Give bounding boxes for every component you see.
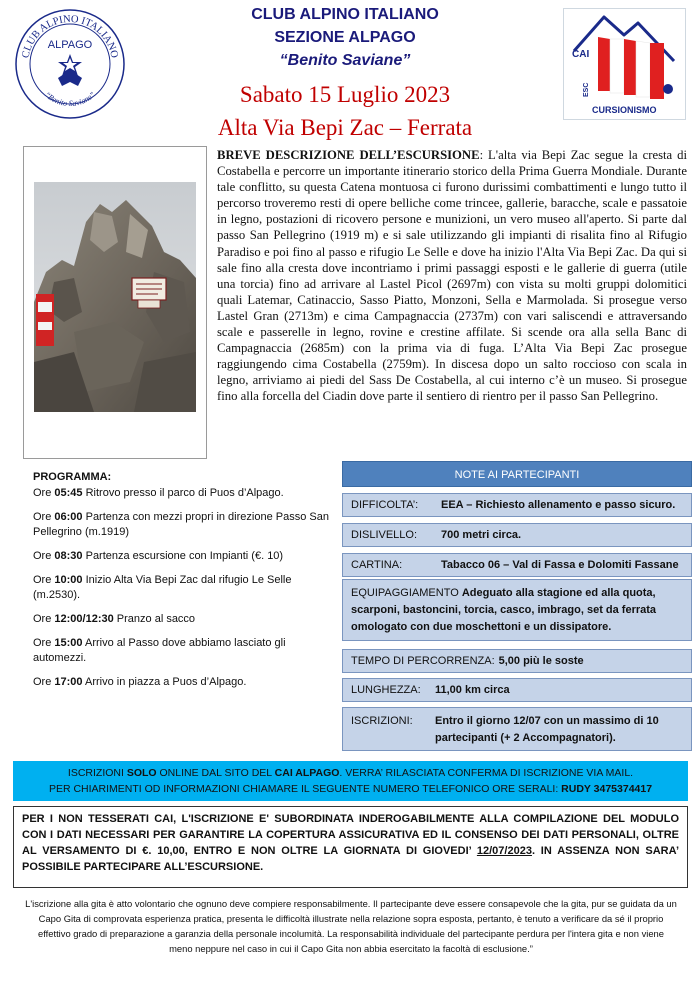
length-value: 11,00 km circa: [435, 684, 510, 696]
registration-label: ISCRIZIONI:: [351, 715, 413, 727]
cai-alpago-logo: [14, 8, 126, 120]
banner-line-2: PER CHIARIMENTI OD INFORMAZIONI CHIAMARE IL SEGUENTE NUMERO TELEFONICO ORE SERALI: RUDY 3475374417: [48, 783, 653, 795]
program-item: Ore 08:30 Partenza escursione con Impianti (€. 10): [33, 550, 284, 562]
event-title: Alta Via Bepi Zac – Ferrata: [217, 115, 473, 140]
excursion-description: [217, 147, 687, 405]
notes-header: NOTE AI PARTECIPANTI: [342, 461, 692, 487]
difficulty-value: EEA – Richiesto allenamento e passo sicuro.: [441, 499, 676, 511]
program-time: 12:00/12:30: [54, 613, 114, 625]
description-text: : L'alta via Bepi Zac segue la cresta di Costabella e percorre un importante itinerario storico della Prima Guerra Mondiale. Durante tale conflitto, su questa Catena montuosa ci furono durissimi combattimenti e lungo tutto il percorso troveremo resti di opere belliche come trincee, gallerie, baracche, scale e passatoie in legno, postazioni di ricovero persone e munizioni, un vero museo all'aperto. Si parte dal passo San Pellegrino (1919 m) e si sale utilizzando gli impianti di risalita fino al Rifugio Paradiso e poi fino al passo e rifugio Le Selle e dove ha inizio l'Alta Via Bepi Zac. Da qui si sale fino alla cresta dove incontriamo i primi passaggi esposti e le gallerie di guerra (utile una torcia) fino ad arrivare al Lastel Picol (2697m) con vista su molti gruppi dolomitici quali Latemar, Catinaccio, Sasso Piatto, Monzoni, Sella e Marmolada. Si prosegue verso Lastel Gran (2713m) e cima Campagnaccia (2737m) con vari saliscendi e attraversando scale e passerelle in legno, rovine e crestine affilate. Si scende ora alla sella Banc di Campagnaccia (2685m) con la prima via di fuga. L’Alta Via Bepi Zac prosegue raggiungendo cima Costabella (2759m). In discesa dopo un salto roccioso con scala in legno, arriviamo ai piedi del Sass De Costabella, al cui interno c’è un museo. Si prosegue fino alla forcella del Ciadin dove parte il sentiero di rientro per il passo San Pellegrino.: [217, 148, 688, 404]
section-dedication: “Benito Saviane”: [279, 52, 411, 69]
program-item: Ore 05:45 Ritrovo presso il parco di Puos d’Alpago.: [33, 487, 284, 499]
rocky-peak-photo: [34, 182, 196, 412]
program-title: PROGRAMMA:: [33, 471, 112, 483]
logo-ring-top: CLUB ALPINO ITALIANO: [20, 13, 120, 60]
elevation-value: 700 metri circa.: [441, 529, 522, 541]
section-name: SEZIONE ALPAGO: [274, 29, 416, 46]
non-member-warning: PER I NON TESSERATI CAI, L'ISCRIZIONE E' SUBORDINATA INDEROGABILMENTE ALLA COMPILAZIONE DEL MODULO CON I DATI NECESSARI PER GARANTIRE LA COPERTURA ASSICURATIVA ED IL CONSENSO DEI DATI PERSONALI, OLTRE AL VERSAMENTO DI €. 10,00, ENTRO E NON OLTRE LA GIORNATA DI GIOVEDI’ 12/07/2023. IN ASSENZA NON SARA’ POSSIBILE PARTECIPARE ALL’ESCURSIONE.: [13, 806, 688, 888]
program-item: Ore 17:00 Arrivo in piazza a Puos d’Alpago.: [33, 676, 247, 688]
program-time: 08:30: [54, 550, 83, 562]
banner-line-1: ISCRIZIONI SOLO ONLINE DAL SITO DEL CAI ALPAGO. VERRA’ RILASCIATA CONFERMA DI ISCRIZIONE VIA MAIL.: [67, 767, 634, 779]
elevation-box: [342, 523, 692, 547]
photo-frame: [23, 146, 207, 459]
logo-center-text: ALPAGO: [47, 39, 93, 51]
map-box: [342, 553, 692, 577]
program-item: Ore 10:00 Inizio Alta Via Bepi Zac dal rifugio Le Selle (m.2530).: [33, 574, 292, 601]
program-time: 10:00: [54, 574, 83, 586]
duration-label: TEMPO DI PERCORRENZA:: [351, 655, 495, 667]
program-time: 15:00: [54, 637, 83, 649]
deadline-date: 12/07/2023: [476, 845, 532, 857]
equipment-label: EQUIPAGGIAMENTO: [351, 587, 459, 599]
description-heading: BREVE DESCRIZIONE DELL’ESCURSIONE: [217, 148, 480, 162]
program-item: Ore 15:00 Arrivo al Passo dove abbiamo lasciato gli automezzi.: [33, 637, 286, 664]
length-box: [342, 678, 692, 702]
map-value: Tabacco 06 – Val di Fassa e Dolomiti Fassane: [441, 559, 679, 571]
event-date: Sabato 15 Luglio 2023: [239, 82, 451, 107]
liability-disclaimer: L'iscrizione alla gita è atto volontario che ognuno deve compiere responsabilmente. Il partecipante deve essere consapevole che la gita, pur se guidata da un Capo Gita di comprovata esperienza pratica, presenta le difficoltà illustrate nella relazione sopra esposta, pertanto, è tenuto a verificare da sé il proprio effettivo grado di preparazione a garanzia della personale incolumità. La responsabilità individuale del partecipante perdura per l'intera gita e non viene meno neppure nel caso in cui il Capo Gita non abbia esercitato la facoltà di esclusione.”: [25, 898, 677, 954]
logo-esc-text: ESC: [583, 82, 590, 97]
cai-escursionismo-logo: [563, 8, 686, 120]
duration-value: 5,00 più le soste: [498, 655, 584, 667]
program-time: 06:00: [54, 511, 83, 523]
online-registration-banner: [13, 761, 688, 801]
logo-cai-text: CAI: [572, 49, 590, 60]
logo-escursionismo-text: CURSIONISMO: [592, 105, 657, 115]
length-label: LUNGHEZZA:: [351, 684, 421, 696]
program-section: [33, 470, 333, 699]
contact-phone: RUDY 3475374417: [561, 783, 653, 795]
map-label: CARTINA:: [351, 559, 403, 571]
difficulty-label: DIFFICOLTA’:: [351, 499, 419, 511]
club-name: CLUB ALPINO ITALIANO: [251, 6, 439, 23]
difficulty-box: [342, 493, 692, 517]
registration-box: [342, 707, 692, 751]
program-time: 17:00: [54, 676, 83, 688]
program-time: 05:45: [54, 487, 83, 499]
elevation-label: DISLIVELLO:: [351, 529, 418, 541]
logo-ring-bottom: “Benito Saviane”: [42, 90, 98, 109]
program-item: Ore 06:00 Partenza con mezzi propri in direzione Passo San Pellegrino (m.1919): [33, 511, 329, 538]
equipment-box: [342, 579, 692, 641]
equipment-value: Adeguato alla stagione ed alla quota, scarponi, bastoncini, torcia, casco, imbrago, set da ferrata omologato con due moschettoni e un dissipatore.: [351, 587, 657, 633]
program-item: Ore 12:00/12:30 Pranzo al sacco: [33, 613, 196, 625]
registration-value: Entro il giorno 12/07 con un massimo di 10 partecipanti (+ 2 Accompagnatori).: [435, 715, 659, 744]
duration-box: [342, 649, 692, 673]
